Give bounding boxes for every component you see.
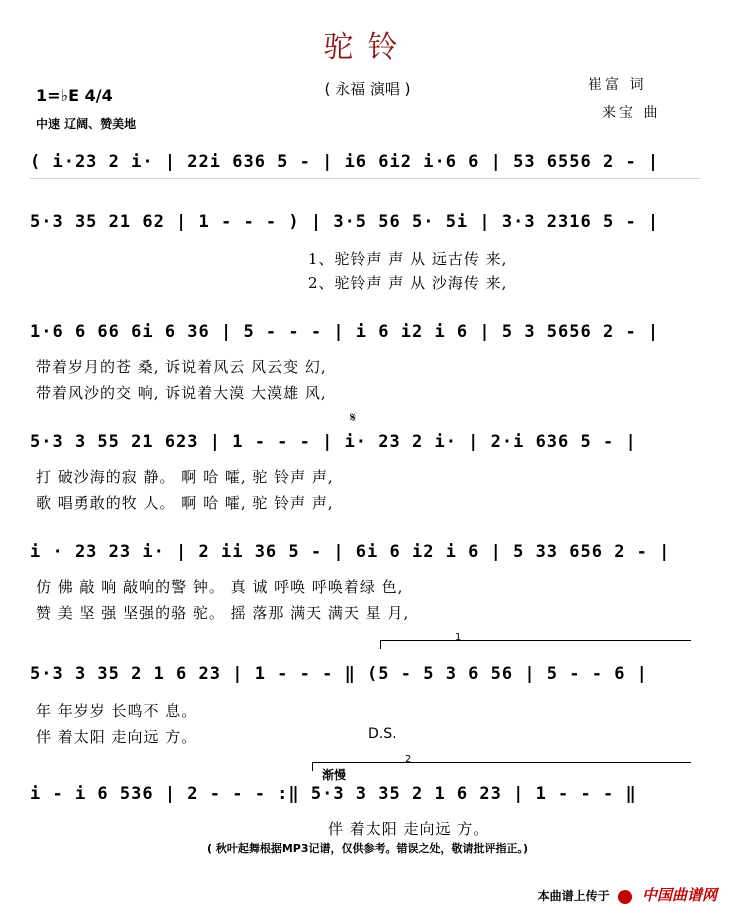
transcription-note: ( 秋叶起舞根据MP3记谱，仅供参考。错误之处，敬请批评指正。): [206, 842, 529, 855]
lyricist-credit: 崔富 词: [588, 77, 647, 93]
footer-credit: [538, 884, 717, 905]
score-notes: 5·3 35 21 62 | 1 - - - ) | 3·5 56 5· 5i | 3·3 2316 5 - |: [30, 212, 660, 232]
score-row-2: [30, 208, 700, 242]
score-notes: 5·3 3 35 2 1 6 23 | 1 - - - ‖ (5 - 5 3 6 56 | 5 - - 6 |: [30, 664, 648, 684]
upload-text: 本曲谱上传于: [537, 889, 610, 903]
score-row-5: [30, 538, 700, 572]
volta-number-1: 1: [455, 632, 462, 643]
score-notes: i - i 6 536 | 2 - - - :‖ 5·3 3 35 2 1 6 23 | 1 - - - ‖: [30, 784, 637, 804]
dal-segno-mark: D.S.: [368, 726, 397, 742]
lyric-line: 2、驼铃声 声 从 沙海传 来,: [308, 274, 508, 292]
lyric-line: 伴 着太阳 走向远 方。: [328, 820, 490, 838]
score-notes: 1·6 6 66 6i 6 36 | 5 - - - | i 6 i2 i 6 | 5 3 5656 2 - |: [30, 322, 660, 342]
score-row-1: [30, 148, 700, 182]
lyric-line: 年 年岁岁 长鸣不 息。: [36, 702, 198, 720]
composer-credit: 来宝 曲: [602, 105, 661, 121]
volta-bracket-1: [380, 640, 691, 649]
lyric-line: 打 破沙海的寂 静。 啊 哈 嚯, 驼 铃声 声,: [36, 468, 334, 486]
performer-subtitle: ( 永福 演唱 ): [324, 80, 411, 98]
lyric-line: 赞 美 坚 强 坚强的骆 驼。 摇 落那 满天 满天 星 月,: [36, 604, 410, 622]
lyric-line: 伴 着太阳 走向远 方。: [36, 728, 198, 746]
volta-number-2: 2: [405, 754, 412, 765]
lyric-line: 歌 唱勇敢的牧 人。 啊 哈 嚯, 驼 铃声 声,: [36, 494, 334, 512]
score-row-7: [30, 780, 700, 814]
score-row-4: [30, 428, 700, 462]
lyric-line: 带着岁月的苍 桑, 诉说着风云 风云变 幻,: [36, 358, 327, 376]
staff-divider: [30, 178, 700, 179]
key-signature: 1=♭E 4/4: [36, 86, 113, 105]
site-logo-icon: [618, 890, 632, 904]
tempo-marking: 中速 辽阔、赞美地: [36, 117, 137, 131]
lyric-line: 仿 佛 敲 响 敲响的警 钟。 真 诚 呼唤 呼唤着绿 色,: [36, 578, 404, 596]
segno-sign: 𝄋: [350, 410, 357, 426]
site-name[interactable]: 中国曲谱网: [641, 886, 717, 904]
score-notes: i · 23 23 i· | 2 ii 36 5 - | 6i 6 i2 i 6 | 5 33 656 2 - |: [30, 542, 671, 562]
score-row-6: [30, 660, 700, 694]
lyric-line: 1、驼铃声 声 从 远古传 来,: [308, 250, 508, 268]
score-notes: ( i·23 2 i· | 22i 636 5 - | i6 6i2 i·6 6 | 53 6556 2 - |: [30, 152, 660, 172]
volta-bracket-2: [312, 762, 691, 771]
page-title: 驼铃: [323, 30, 412, 65]
ritardando-marking: 渐慢: [322, 768, 347, 782]
score-notes: 5·3 3 55 21 623 | 1 - - - | i· 23 2 i· | 2·i 636 5 - |: [30, 432, 637, 452]
score-row-3: [30, 318, 700, 352]
lyric-line: 带着风沙的交 响, 诉说着大漠 大漠雄 风,: [36, 384, 327, 402]
